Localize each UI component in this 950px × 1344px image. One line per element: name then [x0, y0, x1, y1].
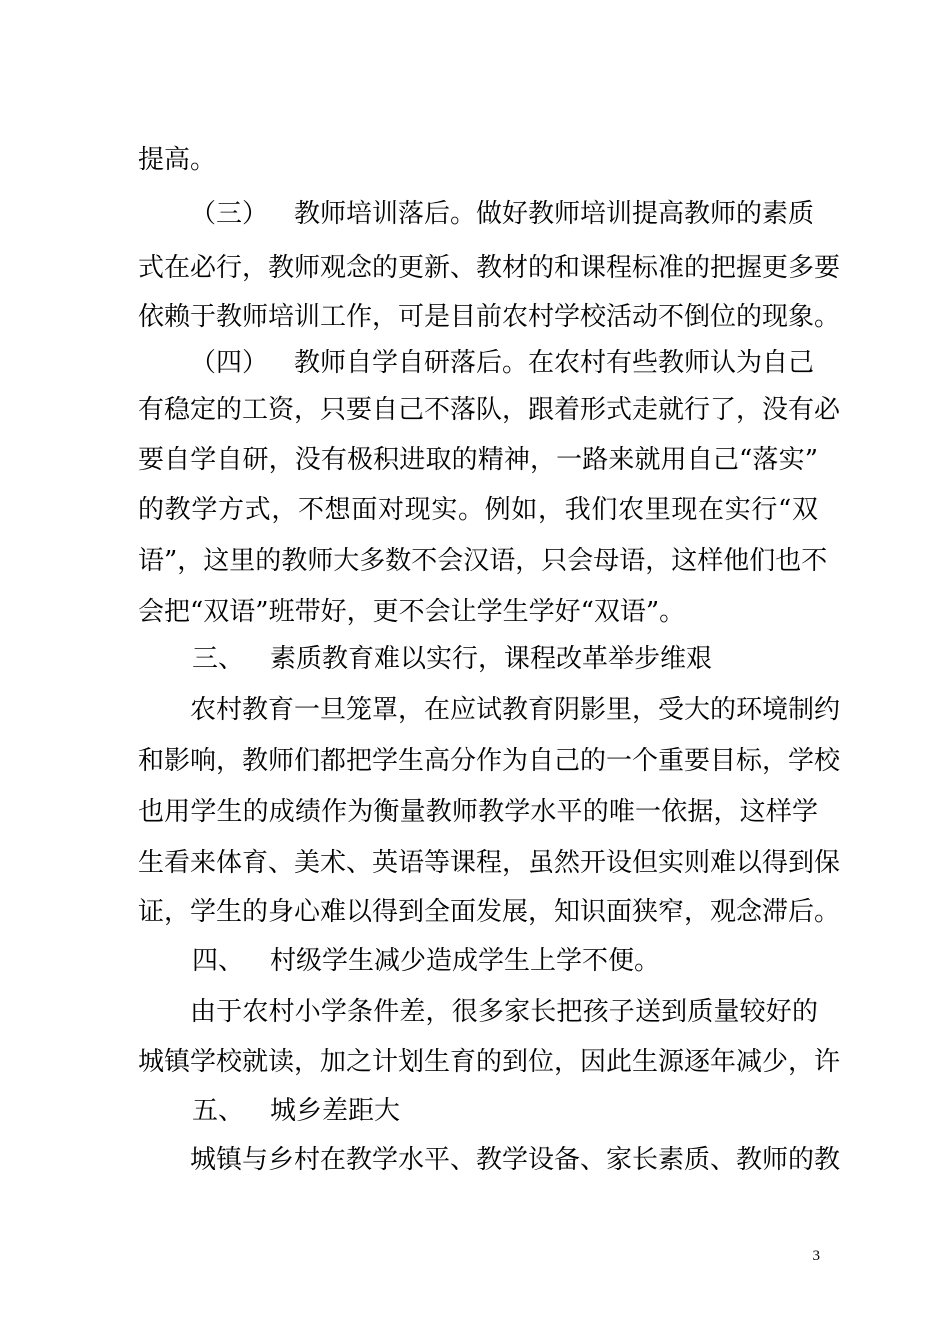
text-line	[138, 592, 818, 632]
section-heading-5	[192, 1091, 818, 1131]
line-text: 由于农村小学条件差，很多家长把孩子送到质量较好的	[190, 997, 818, 1027]
text-line	[138, 892, 841, 932]
line-text: 依赖于教师培训工作，可是目前农村学校活动不倒位的现象。	[138, 302, 841, 332]
line-text: 有稳定的工资，只要自己不落队，跟着形式走就行了，没有必	[138, 395, 841, 425]
line-text: 要自学自研，没有极积进取的精神，一路来就用自己“落实”	[138, 445, 818, 475]
text-line	[138, 297, 841, 337]
text-line	[138, 843, 841, 883]
line-text: 式在必行，教师观念的更新、教材的和课程标准的把握更多要	[138, 253, 841, 283]
line-text: 提高。	[138, 145, 217, 175]
line-text: 会把“双语”班带好，更不会让学生学好“双语”。	[138, 597, 686, 627]
subsection-heading-4	[190, 343, 818, 383]
subsection-text: 教师自学自研落后。在农村有些教师认为自己	[294, 348, 815, 378]
subsection-number: （四）	[190, 348, 269, 378]
subsection-text: 教师培训落后。做好教师培训提高教师的素质	[294, 199, 815, 229]
line-text: 城镇学校就读，加之计划生育的到位，因此生源逐年减少，许	[138, 1047, 841, 1077]
section-title: 村级学生减少造成学生上学不便。	[270, 946, 661, 976]
text-line	[138, 248, 841, 288]
line-text: 城镇与乡村在教学水平、教学设备、家长素质、教师的教	[190, 1145, 841, 1175]
text-line	[138, 741, 841, 781]
text-line	[138, 390, 841, 430]
text-line	[190, 1140, 841, 1180]
line-text: 农村教育一旦笼罩，在应试教育阴影里，受大的环境制约	[190, 695, 841, 725]
line-text: 语”，这里的教师大多数不会汉语，只会母语，这样他们也不	[138, 546, 828, 576]
page-number: 3	[812, 1248, 820, 1264]
text-line	[190, 690, 841, 730]
text-line	[138, 440, 818, 480]
line-text: 的教学方式，不想面对现实。例如，我们农里现在实行“双	[138, 495, 818, 525]
text-line	[138, 140, 818, 180]
section-title: 城乡差距大	[270, 1096, 401, 1126]
line-text: 生看来体育、美术、英语等课程，虽然开设但实则难以得到保	[138, 848, 841, 878]
section-title: 素质教育难以实行，课程改革举步维艰	[270, 644, 713, 674]
section-heading-4	[192, 941, 818, 981]
text-line	[138, 1042, 841, 1082]
text-line	[138, 490, 818, 530]
text-line	[190, 992, 818, 1032]
text-line	[138, 792, 818, 832]
section-heading-3	[192, 639, 818, 679]
section-number: 四、	[192, 946, 245, 976]
subsection-number: （三）	[190, 199, 269, 229]
line-text: 和影响，教师们都把学生高分作为自己的一个重要目标，学校	[138, 746, 841, 776]
text-line	[138, 541, 828, 581]
line-text: 证，学生的身心难以得到全面发展，知识面狭窄，观念滞后。	[138, 897, 841, 927]
line-text: 也用学生的成绩作为衡量教师教学水平的唯一依据，这样学	[138, 797, 818, 827]
section-number: 三、	[192, 644, 245, 674]
section-number: 五、	[192, 1096, 245, 1126]
subsection-heading-3	[190, 194, 818, 234]
